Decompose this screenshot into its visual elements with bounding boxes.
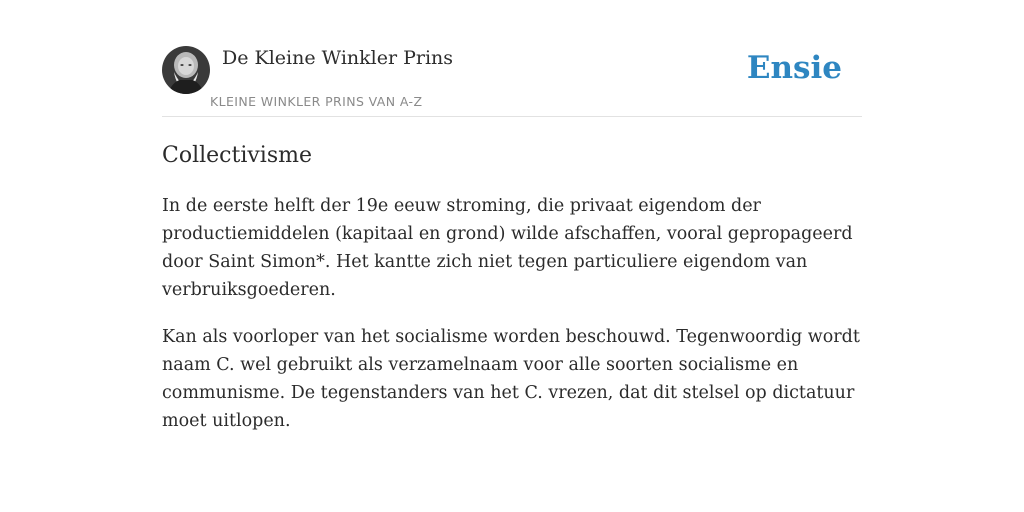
article-card [162, 46, 862, 435]
source-subtitle: KLEINE WINKLER PRINS VAN A-Z [210, 94, 423, 109]
article-paragraph: Kan als voorloper van het socialisme worden beschouwd. Tegenwoordig wordt naam C. wel gebruikt als verzamelnaam voor alle soorten socialisme en communisme. De tegenstanders van het C. vrezen, dat dit stelsel op dictatuur moet uitlopen. [162, 327, 860, 431]
author-avatar[interactable] [162, 46, 210, 94]
author-portrait-icon [162, 46, 210, 94]
article-paragraph: In de eerste helft der 19e eeuw stroming, die privaat eigendom der productiemiddelen (kapitaal en grond) wilde afschaffen, vooral gepropageerd door Saint Simon*. Het kantte zich niet tegen particuliere eigendom van verbruiksgoederen. [162, 196, 853, 300]
ensie-logo-link[interactable]: Ensie [746, 50, 842, 86]
article-header [162, 46, 862, 117]
article-title: Collectivisme [162, 143, 313, 168]
author-link[interactable]: De Kleine Winkler Prins [222, 47, 454, 69]
